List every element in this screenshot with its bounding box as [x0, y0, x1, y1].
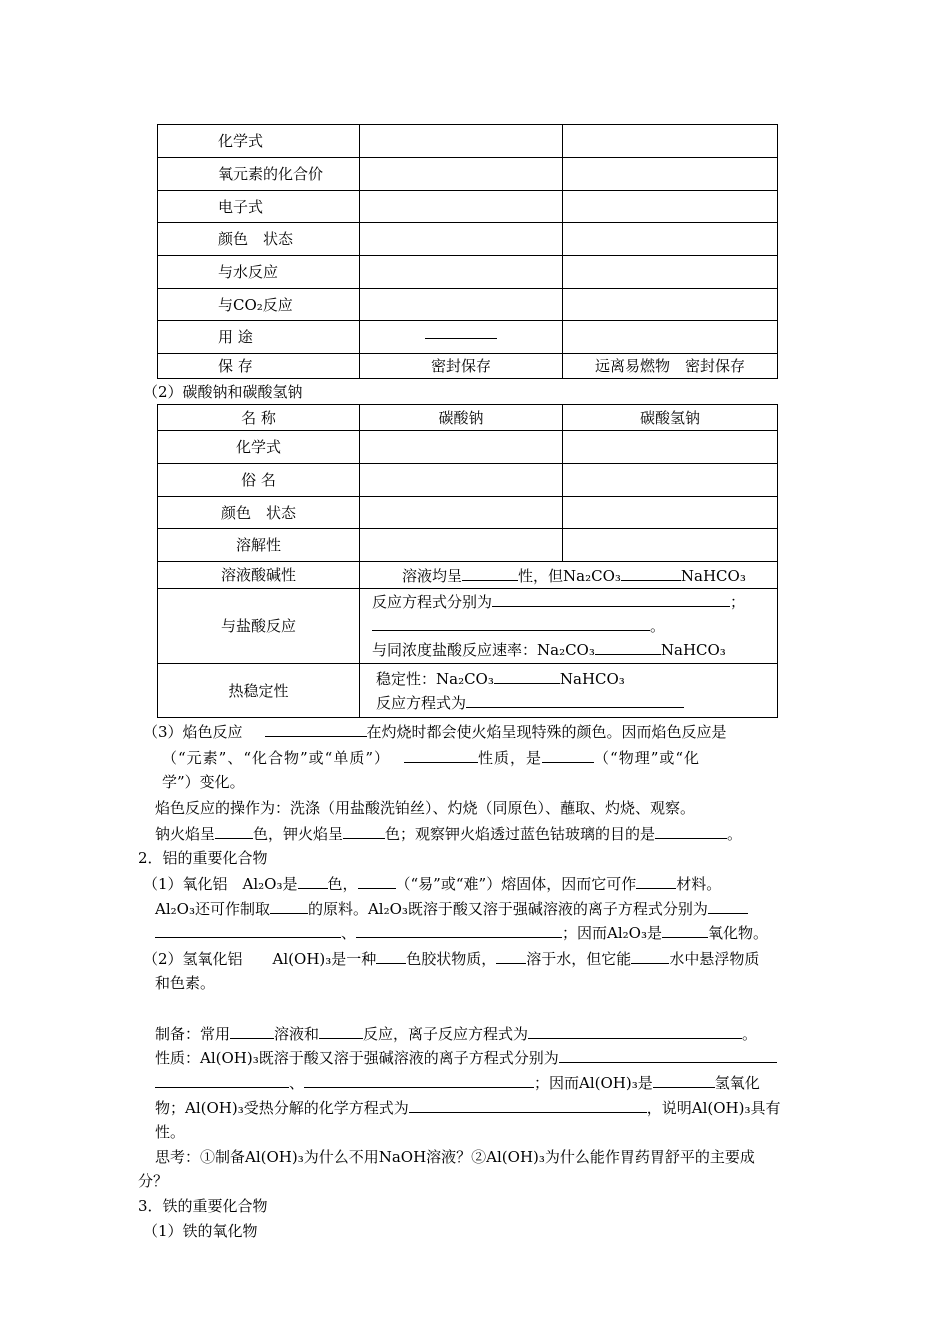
- blank[interactable]: [319, 1024, 363, 1039]
- input-cell[interactable]: [563, 431, 778, 464]
- input-cell[interactable]: [563, 497, 778, 529]
- blank[interactable]: [559, 1048, 777, 1063]
- text: 、: [289, 1074, 305, 1092]
- text: NaHCO₃: [660, 641, 726, 659]
- thermal-cell: [360, 664, 778, 718]
- text: 物；Al(OH)₃受热分解的化学方程式为: [155, 1099, 409, 1117]
- input-cell[interactable]: [563, 158, 778, 191]
- input-cell[interactable]: [360, 289, 563, 321]
- blank[interactable]: [270, 899, 308, 914]
- blank[interactable]: [155, 923, 341, 938]
- input-cell[interactable]: [360, 223, 563, 256]
- text: 反应，离子反应方程式为: [363, 1025, 529, 1043]
- flame-line-2: [162, 748, 700, 767]
- row-label: 与水反应: [158, 256, 360, 289]
- text: 色；观察钾火焰透过蓝色钴玻璃的目的是: [385, 825, 656, 843]
- row-label: 氧元素的化合价: [158, 158, 360, 191]
- text: 、: [341, 924, 357, 942]
- text: 。: [650, 617, 666, 635]
- row-label: 颜色 状态: [158, 223, 360, 256]
- input-cell[interactable]: [360, 431, 563, 464]
- table-row: [158, 464, 778, 497]
- text: 与同浓度盐酸反应速率：Na₂CO₃: [372, 641, 595, 659]
- input-cell[interactable]: [360, 256, 563, 289]
- blank[interactable]: [708, 899, 748, 914]
- text: 氧化物。: [707, 924, 768, 942]
- input-cell[interactable]: [360, 529, 563, 562]
- text: NaHCO₃: [680, 566, 746, 585]
- flame-line-3: 学”）变化。: [162, 773, 245, 791]
- al-hydroxide-line-2: 和色素。: [155, 974, 216, 992]
- row-label: 俗 名: [158, 464, 360, 497]
- text: （“元素”、“化合物”或“单质”）: [162, 749, 391, 767]
- header-cell: 碳酸钠: [360, 405, 563, 431]
- blank[interactable]: [215, 824, 253, 839]
- blank[interactable]: [265, 722, 367, 737]
- row-label: 热稳定性: [158, 664, 360, 718]
- text: 溶液均呈: [402, 566, 463, 585]
- al-hydroxide-line-1: [143, 949, 759, 968]
- text: 。: [727, 825, 743, 843]
- text: 水中悬浮物质: [669, 950, 760, 968]
- blank[interactable]: [636, 874, 676, 889]
- blank[interactable]: [462, 566, 518, 581]
- input-cell[interactable]: [563, 529, 778, 562]
- text: 钠火焰呈: [155, 825, 216, 843]
- blank[interactable]: [409, 1098, 647, 1113]
- text: 性质，是: [478, 749, 543, 767]
- blank[interactable]: [372, 616, 650, 631]
- flame-line-5: [155, 824, 742, 843]
- row-label: 保 存: [158, 354, 360, 379]
- row-label: 与CO₂反应: [158, 289, 360, 321]
- blank[interactable]: [304, 1073, 534, 1088]
- al-prop-line-3: [155, 1098, 780, 1117]
- text: （2）氢氧化铝 Al(OH)₃是一种: [143, 950, 377, 968]
- text: 稳定性：Na₂CO₃: [376, 669, 494, 688]
- text: 氢氧化: [714, 1074, 760, 1092]
- blank[interactable]: [631, 949, 669, 964]
- table-row: [158, 529, 778, 562]
- text: 溶液和: [274, 1025, 320, 1043]
- row-label: 电子式: [158, 191, 360, 223]
- table-row: [158, 321, 778, 354]
- section-heading: （2）碳酸钠和碳酸氢钠: [143, 383, 303, 401]
- blank[interactable]: [528, 1024, 742, 1039]
- al-prop-line-1: [155, 1048, 777, 1067]
- al-think-line-1: 思考：①制备Al(OH)₃为什么不用NaOH溶液？②Al(OH)₃为什么能作胃药胃舒平的主要成: [155, 1148, 755, 1166]
- row-label: 溶液酸碱性: [158, 562, 360, 589]
- blank[interactable]: [494, 669, 560, 684]
- blank[interactable]: [356, 923, 562, 938]
- input-cell[interactable]: [360, 191, 563, 223]
- blank[interactable]: [343, 824, 385, 839]
- table-row: [158, 664, 778, 718]
- text: 制备：常用: [155, 1025, 231, 1043]
- input-cell[interactable]: [360, 125, 563, 158]
- text: （“物理”或“化: [594, 749, 701, 767]
- text: 性质：Al(OH)₃既溶于酸又溶于强碱溶液的离子方程式分别为: [155, 1049, 559, 1067]
- row-label: 溶解性: [158, 529, 360, 562]
- table-row: [158, 256, 778, 289]
- table-header-row: [158, 405, 778, 431]
- text: Al₂O₃还可作制取: [155, 900, 270, 918]
- storage-cell: 密封保存: [360, 354, 563, 379]
- row-label: 化学式: [158, 125, 360, 158]
- blank[interactable]: [595, 640, 661, 655]
- fe-oxides-heading: （1）铁的氧化物: [143, 1222, 258, 1240]
- table-row: [158, 589, 778, 664]
- carbonate-table: [157, 404, 778, 718]
- al-prop-line-4: 性。: [155, 1123, 186, 1141]
- blank[interactable]: [466, 693, 684, 708]
- blank[interactable]: [542, 748, 594, 763]
- storage-cell: 远离易燃物 密封保存: [563, 354, 778, 379]
- input-cell[interactable]: [360, 497, 563, 529]
- table-row: [158, 191, 778, 223]
- table-row: [158, 497, 778, 529]
- text: （“易”或“难”）熔固体，因而它可作: [395, 875, 637, 893]
- acidity-cell: [360, 562, 778, 589]
- text: 的原料。Al₂O₃既溶于酸又溶于强碱溶液的离子方程式分别为: [307, 900, 708, 918]
- text: NaHCO₃: [559, 669, 625, 688]
- blank[interactable]: [662, 923, 708, 938]
- text: 色胶状物质，: [406, 950, 497, 968]
- input-cell[interactable]: [563, 321, 778, 354]
- text: 。: [742, 1025, 758, 1043]
- blank[interactable]: [404, 748, 478, 763]
- table-row: [158, 354, 778, 379]
- text: （3）焰色反应: [143, 723, 243, 741]
- blank[interactable]: [496, 949, 526, 964]
- table-row: [158, 562, 778, 589]
- flame-line-1: [143, 722, 727, 741]
- al-oxide-line-2: [155, 899, 748, 918]
- table-row: [158, 125, 778, 158]
- dash-line: [425, 338, 497, 339]
- blank[interactable]: [358, 874, 396, 889]
- text: 色，钾火焰呈: [253, 825, 344, 843]
- al-oxide-line-3: [155, 923, 768, 942]
- hcl-cell: [360, 589, 778, 664]
- input-cell[interactable]: [360, 464, 563, 497]
- header-cell: 名 称: [158, 405, 360, 431]
- flame-line-4: 焰色反应的操作为：洗涤（用盐酸洗铂丝）、灼烧（同原色）、蘸取、灼烧、观察。: [155, 799, 696, 817]
- text: 色，: [327, 875, 358, 893]
- row-label: 化学式: [158, 431, 360, 464]
- row-label: 颜色 状态: [158, 497, 360, 529]
- table-row: [158, 158, 778, 191]
- text: ；: [730, 593, 746, 611]
- blank[interactable]: [230, 1024, 274, 1039]
- text: （1）氧化铝 Al₂O₃是: [143, 875, 298, 893]
- text: 反应方程式分别为: [372, 593, 493, 611]
- table-row: [158, 223, 778, 256]
- text: 材料。: [676, 875, 722, 893]
- text: ；因而Al₂O₃是: [562, 924, 662, 942]
- section-heading: 3．铁的重要化合物: [138, 1197, 268, 1215]
- input-cell[interactable]: [563, 223, 778, 256]
- input-cell[interactable]: [563, 256, 778, 289]
- input-cell[interactable]: [563, 191, 778, 223]
- al-prop-line-2: [155, 1073, 760, 1092]
- header-cell: 碳酸氢钠: [563, 405, 778, 431]
- table-row: [158, 431, 778, 464]
- text: ，说明Al(OH)₃具有: [646, 1099, 781, 1117]
- table-row: [158, 289, 778, 321]
- input-cell[interactable]: [360, 158, 563, 191]
- input-cell[interactable]: [563, 125, 778, 158]
- blank[interactable]: [653, 1073, 715, 1088]
- row-label: 用 途: [158, 321, 360, 354]
- blank[interactable]: [155, 1073, 289, 1088]
- text: 反应方程式为: [376, 693, 467, 712]
- al-oxide-line-1: [143, 874, 721, 893]
- blank[interactable]: [376, 949, 406, 964]
- input-cell[interactable]: [563, 464, 778, 497]
- blank[interactable]: [298, 874, 328, 889]
- text: ；因而Al(OH)₃是: [534, 1074, 653, 1092]
- blank[interactable]: [621, 566, 681, 581]
- input-cell[interactable]: [563, 289, 778, 321]
- text: 性，但Na₂CO₃: [518, 566, 621, 585]
- dash-cell: [360, 321, 563, 354]
- peroxide-table: [157, 124, 778, 379]
- text: 溶于水，但它能: [526, 950, 632, 968]
- al-prep-line: [155, 1024, 757, 1043]
- al-think-line-2: 分？: [138, 1172, 169, 1190]
- blank[interactable]: [655, 824, 727, 839]
- section-heading: 2．铝的重要化合物: [138, 849, 268, 867]
- blank[interactable]: [492, 592, 730, 607]
- text: 在灼烧时都会使火焰呈现特殊的颜色。因而焰色反应是: [366, 723, 727, 741]
- row-label: 与盐酸反应: [158, 589, 360, 664]
